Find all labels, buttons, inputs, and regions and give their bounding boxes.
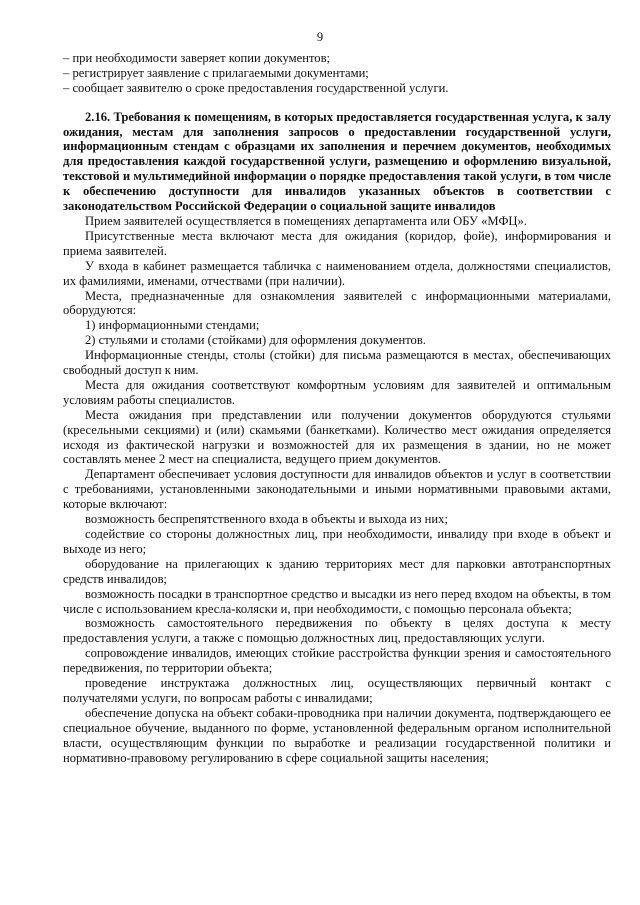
requirement-item: сопровождение инвалидов, имеющих стойкие расстройства функции зрения и самостоятельного передвижения, по территории объекта;: [63, 646, 611, 676]
paragraph: У входа в кабинет размещается табличка с наименованием отдела, должностями специалистов, их фамилиями, именами, отчествами (при наличии).: [63, 258, 611, 288]
paragraph: Места ожидания при представлении или получении документов оборудуются стульями (кресельными секциями) и (или) скамьями (банкетками). Количество мест ожидания определяется исходя из фактической нагрузки и возможностей для их размещения в здании, но не может составлять менее 2 мест на специалиста, ведущего прием документов.: [63, 407, 611, 467]
paragraph: Информационные стенды, столы (стойки) для письма размещаются в местах, обеспечивающих свободный доступ к ним.: [63, 348, 611, 378]
requirement-item: возможность посадки в транспортное средство и высадки из него перед входом на объекты, в том числе с использованием кресла-коляски и, при необходимости, с помощью персонала объекта;: [63, 586, 611, 616]
requirement-item: обеспечение допуска на объект собаки-проводника при наличии документа, подтверждающего ее специальное обучение, выданного по форме, установленной федеральным органом исполнительной власти, осуществляющим функции по выработке и реализации государственной политики и нормативно-правовому регулированию в сфере социальной защиты населения;: [63, 705, 611, 765]
paragraph: Присутственные места включают места для ожидания (коридор, фойе), информирования и приема заявителей.: [63, 228, 611, 258]
list-item: – сообщает заявителю о сроке предоставления государственной услуги.: [63, 80, 449, 95]
page-number: 9: [316, 30, 324, 44]
list-item: – при необходимости заверяет копии документов;: [63, 50, 331, 65]
requirement-item: оборудование на прилегающих к зданию территориях мест для парковки автотранспортных средств инвалидов;: [63, 556, 611, 586]
paragraph: Прием заявителей осуществляется в помещениях департамента или ОБУ «МФЦ».: [85, 213, 527, 228]
section-body: [63, 214, 611, 766]
paragraph: Департамент обеспечивает условия доступности для инвалидов объектов и услуг в соответствии с требованиями, установленными законодательными и иными нормативными правовыми актами, которые включают:: [63, 467, 611, 512]
top-list: [63, 51, 611, 96]
paragraph: Места, предназначенные для ознакомления заявителей с информационными материалами, оборудуются:: [63, 288, 611, 318]
section-title: 2.16. Требования к помещениям, в которых предоставляется государственная услуга, к залу ожидания, местам для заполнения запросов о предоставлении государственной услуги, информационным стендам с образцами их заполнения и перечнем документов, необходимых для предоставления каждой государственной услуги, размещению и оформлению визуальной, текстовой и мультимедийной информации о порядке предоставления такой услуги, в том числе к обеспечению доступности для инвалидов указанных объектов в соответствии с законодательством Российской Федерации о социальной защите инвалидов: [63, 109, 611, 214]
paragraph: Места для ожидания соответствуют комфортным условиям для заявителей и оптимальным условиям работы специалистов.: [63, 377, 611, 407]
numbered-item: 2) стульями и столами (стойками) для оформления документов.: [85, 333, 426, 348]
list-item: – регистрирует заявление с прилагаемыми документами;: [63, 65, 369, 80]
requirement-item: проведение инструктажа должностных лиц, осуществляющих первичный контакт с получателями услуги, по вопросам работы с инвалидами;: [63, 676, 611, 705]
requirement-item: возможность самостоятельного передвижения по объекту в целях доступа к месту предоставления услуги, а также с помощью должностных лиц, предоставляющих услуги.: [63, 616, 611, 646]
requirement-item: возможность беспрепятственного входа в объекты и выхода из них;: [85, 512, 448, 527]
requirement-item: содействие со стороны должностных лиц, при необходимости, инвалиду при входе в объект и выходе из него;: [63, 527, 611, 556]
numbered-item: 1) информационными стендами;: [85, 318, 260, 333]
